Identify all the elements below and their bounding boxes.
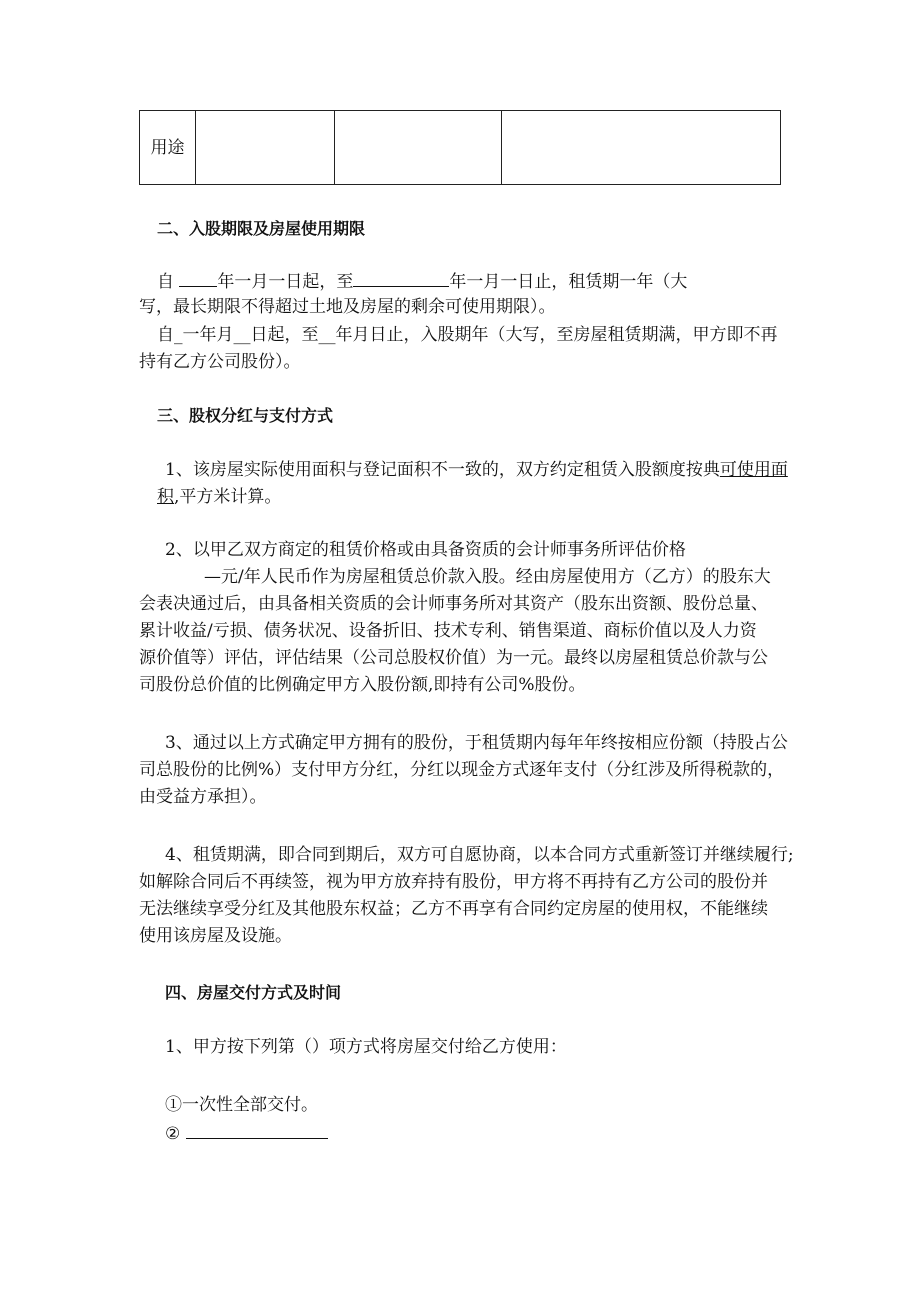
underlined-text: 可使用面	[719, 460, 788, 480]
s3-item4-line3: 无法继续享受分红及其他股东权益；乙方不再享有合同约定房屋的使用权，不能继续	[139, 899, 768, 919]
section-4-heading: 四、房屋交付方式及时间	[165, 983, 342, 1002]
s3-item2-line1: 2、以甲乙双方商定的租赁价格或由具备资质的会计师事务所评估价格	[165, 540, 686, 560]
blank-field	[179, 272, 217, 287]
table-cell	[335, 111, 502, 185]
blank-field	[186, 1124, 328, 1139]
text: ,平方米计算。	[174, 487, 282, 507]
text: ②	[165, 1124, 181, 1144]
s3-item4-line4: 使用该房屋及设施。	[139, 926, 292, 946]
s3-item3-line2: 司总股份的比例%）支付甲方分红，分红以现金方式逐年支付（分红涉及所得税款的，	[139, 760, 785, 780]
s3-item2-line6: 司股份总价值的比例确定甲方入股份额,即持有公司%股份。	[139, 675, 586, 695]
text: 年一月一日止，租赁期一年（大	[449, 272, 688, 292]
s3-item2-line3: 会表决通过后，由具备相关资质的会计师事务所对其资产（股东出资额、股份总量、	[139, 594, 768, 614]
section-2-heading: 二、入股期限及房屋使用期限	[157, 219, 366, 238]
s4-option2	[165, 1124, 328, 1144]
usage-label: 用途	[150, 137, 185, 158]
s2-p1-line1	[157, 272, 687, 292]
s4-item1: 1、甲方按下列第（）项方式将房屋交付给乙方使用：	[165, 1037, 567, 1057]
text: 自	[157, 272, 174, 292]
s3-item3-line1: 3、通过以上方式确定甲方拥有的股份，于租赁期内每年年终按相应份额（持股占公	[165, 733, 788, 753]
table-row	[140, 111, 781, 185]
usage-table	[139, 110, 781, 185]
table-cell	[502, 111, 781, 185]
s2-p2-line1: 自_一年月__日起，至__年月日止，入股期年（大写，至房屋租赁期满，甲方即不再	[157, 325, 778, 345]
s3-item3-line3: 由受益方承担）。	[139, 787, 267, 807]
s3-item2-line2: —元/年人民币作为房屋租赁总价款入股。经由房屋使用方（乙方）的股东大	[204, 567, 771, 587]
text: 1、该房屋实际使用面积与登记面积不一致的，双方约定租赁入股额度按典	[165, 460, 720, 480]
text: 年一月一日起，至	[217, 272, 354, 292]
s3-item2-line5: 源价值等）评估，评估结果（公司总股权价值）为一元。最终以房屋租赁总价款与公	[139, 648, 768, 668]
section-3-heading: 三、股权分红与支付方式	[157, 406, 334, 425]
s3-item4-line1: 4、租赁期满，即合同到期后，双方可自愿协商，以本合同方式重新签订并继续履行;	[165, 845, 794, 865]
s3-item2-line4: 累计收益/亏损、债务状况、设备折旧、技术专利、销售渠道、商标价值以及人力资	[139, 621, 757, 641]
blank-field	[353, 272, 449, 287]
table-cell	[196, 111, 335, 185]
s3-item4-line2: 如解除合同后不再续签，视为甲方放弃持有股份，甲方将不再持有乙方公司的股份并	[139, 872, 768, 892]
s2-p2-line2: 持有乙方公司股份）。	[139, 352, 301, 372]
underlined-text: 积	[157, 487, 174, 507]
s3-item1-line2	[157, 487, 281, 507]
s3-item1-line1	[165, 460, 788, 480]
usage-label-cell	[140, 111, 196, 185]
s2-p1-line2: 写，最长期限不得超过土地及房屋的剩余可使用期限）。	[139, 297, 556, 317]
s4-option1: ①一次性全部交付。	[165, 1095, 318, 1115]
